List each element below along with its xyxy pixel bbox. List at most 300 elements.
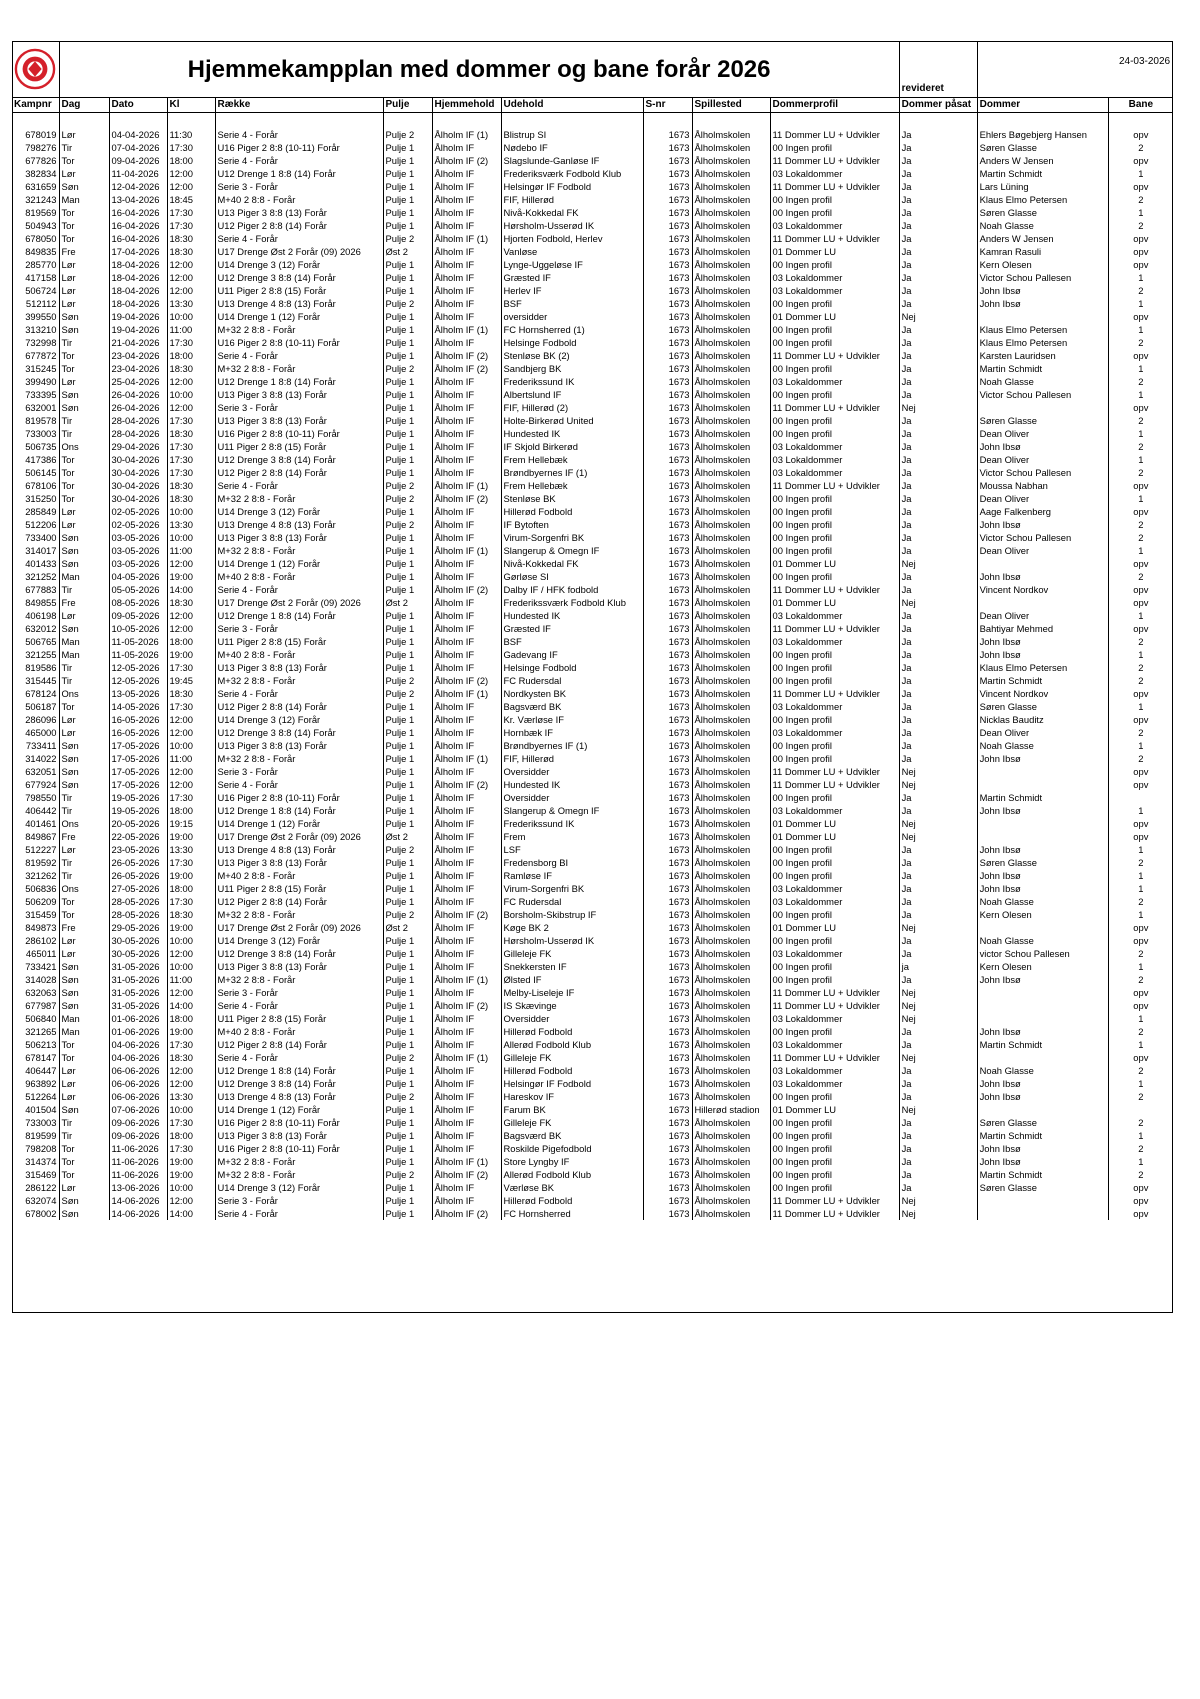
cell-raekke: U13 Piger 3 8:8 (13) Forår [215,531,383,544]
cell-kampnr: 819599 [25,1130,57,1141]
cell-bane: opv [1108,986,1173,999]
cell-hjemmehold: Ålholm IF (2) [432,1168,501,1181]
cell-hjemmehold: Ålholm IF [432,895,501,908]
cell-snr: 1673 [643,895,692,908]
cell-dag: Tor [59,895,109,908]
cell-spillested: Ålholmskolen [692,492,770,505]
cell-kl: 19:00 [167,1155,215,1168]
cell-kl: 18:30 [167,232,215,245]
cell-pulje: Pulje 1 [383,219,432,232]
cell-dag: Ons [59,687,109,700]
cell-bane: 1 [1108,609,1173,622]
cell-hjemmehold: Ålholm IF [432,414,501,427]
cell-kl: 12:00 [167,1194,215,1207]
cell-snr: 1673 [643,830,692,843]
cell-dato: 12-05-2026 [109,674,167,687]
cell-dag: Fre [59,830,109,843]
table-row [12,479,1173,492]
table-row [12,154,1173,167]
cell-bane: 1 [1108,1038,1173,1051]
cell-pulje: Pulje 1 [383,934,432,947]
cell-snr: 1673 [643,1064,692,1077]
cell-dato: 27-05-2026 [109,882,167,895]
cell-snr: 1673 [643,323,692,336]
cell-hjemmehold: Ålholm IF (2) [432,778,501,791]
cell-dommer [977,999,1108,1012]
cell-spillested: Ålholmskolen [692,388,770,401]
cell-kl: 19:00 [167,869,215,882]
cell-dommer-paasat: Ja [899,739,977,752]
cell-spillested: Ålholmskolen [692,206,770,219]
cell-snr: 1673 [643,1025,692,1038]
cell-hjemmehold: Ålholm IF [432,947,501,960]
cell-pulje: Pulje 1 [383,1064,432,1077]
cell-udehold: LSF [501,843,643,856]
cell-bane: opv [1108,765,1173,778]
cell-raekke: U12 Drenge 3 8:8 (14) Forår [215,271,383,284]
cell-snr: 1673 [643,973,692,986]
table-row [12,635,1173,648]
cell-udehold: Frederikssund IK [501,375,643,388]
cell-kampnr: 819569 [25,207,57,218]
cell-dato: 14-05-2026 [109,700,167,713]
cell-pulje: Pulje 2 [383,1090,432,1103]
cell-dato: 13-06-2026 [109,1181,167,1194]
cell-spillested: Ålholmskolen [692,843,770,856]
cell-dommerprofil: 00 Ingen profil [770,323,899,336]
cell-snr: 1673 [643,804,692,817]
cell-dommer-paasat: Nej [899,1051,977,1064]
cell-dommer-paasat: Ja [899,154,977,167]
cell-dommerprofil: 03 Lokaldommer [770,947,899,960]
cell-kampnr: 631659 [25,181,57,192]
cell-dag: Søn [59,1103,109,1116]
cell-raekke: U17 Drenge Øst 2 Forår (09) 2026 [215,245,383,258]
cell-dag: Lør [59,1181,109,1194]
cell-raekke: U12 Drenge 3 8:8 (14) Forår [215,1077,383,1090]
cell-pulje: Pulje 1 [383,973,432,986]
cell-dato: 31-05-2026 [109,960,167,973]
cell-kl: 18:00 [167,882,215,895]
cell-spillested: Ålholmskolen [692,1051,770,1064]
cell-dommer-paasat: Nej [899,765,977,778]
cell-dommerprofil: 00 Ingen profil [770,141,899,154]
cell-hjemmehold: Ålholm IF [432,791,501,804]
cell-raekke: U13 Piger 3 8:8 (13) Forår [215,1129,383,1142]
cell-kampnr: 632051 [25,766,57,777]
cell-kl: 14:00 [167,583,215,596]
cell-raekke: U16 Piger 2 8:8 (10-11) Forår [215,427,383,440]
cell-dommer-paasat: Ja [899,544,977,557]
cell-kampnr: 321262 [25,870,57,881]
cell-raekke: U12 Piger 2 8:8 (14) Forår [215,895,383,908]
cell-udehold: Gørløse SI [501,570,643,583]
cell-kl: 19:00 [167,1025,215,1038]
page-title: Hjemmekampplan med dommer og bane forår 2026 [187,55,771,83]
cell-dommerprofil: 00 Ingen profil [770,1025,899,1038]
cell-dag: Tor [59,219,109,232]
col-header-dag: Dag [59,98,109,113]
cell-spillested: Ålholmskolen [692,1025,770,1038]
cell-snr: 1673 [643,180,692,193]
cell-raekke: U12 Drenge 3 8:8 (14) Forår [215,453,383,466]
cell-pulje: Pulje 1 [383,635,432,648]
cell-dommerprofil: 00 Ingen profil [770,206,899,219]
cell-kl: 18:30 [167,596,215,609]
cell-dag: Lør [59,271,109,284]
cell-dommer: Martin Schmidt [977,362,1108,375]
cell-dommer-paasat: Nej [899,1194,977,1207]
cell-dommer: Dean Oliver [977,453,1108,466]
cell-dommer-paasat: Ja [899,492,977,505]
cell-kampnr: 506209 [25,896,57,907]
cell-hjemmehold: Ålholm IF [432,934,501,947]
cell-dommer-paasat: Nej [899,778,977,791]
cell-pulje: Pulje 1 [383,1025,432,1038]
cell-dag: Søn [59,752,109,765]
cell-dommer-paasat: Ja [899,141,977,154]
cell-dommer-paasat: Ja [899,466,977,479]
cell-kl: 12:00 [167,1064,215,1077]
cell-dommerprofil: 00 Ingen profil [770,505,899,518]
cell-pulje: Pulje 1 [383,1038,432,1051]
cell-dag: Tor [59,1168,109,1181]
cell-kampnr: 506840 [25,1013,57,1024]
cell-dommerprofil: 11 Dommer LU + Udvikler [770,1051,899,1064]
title-row [12,41,1173,98]
cell-kampnr: 819586 [25,662,57,673]
cell-hjemmehold: Ålholm IF (1) [432,232,501,245]
cell-dato: 28-04-2026 [109,427,167,440]
cell-bane: opv [1108,557,1173,570]
cell-dag: Tir [59,583,109,596]
cell-spillested: Ålholmskolen [692,479,770,492]
cell-pulje: Øst 2 [383,245,432,258]
cell-pulje: Pulje 2 [383,518,432,531]
cell-dag: Man [59,635,109,648]
table-row [12,713,1173,726]
cell-snr: 1673 [643,687,692,700]
cell-snr: 1673 [643,1012,692,1025]
cell-spillested: Ålholmskolen [692,817,770,830]
cell-dommer: Victor Schou Pallesen [977,388,1108,401]
cell-dommer-paasat: Ja [899,726,977,739]
table-row [12,557,1173,570]
cell-kampnr: 382834 [25,168,57,179]
cell-pulje: Pulje 1 [383,700,432,713]
cell-kampnr: 417386 [25,454,57,465]
table-row [12,310,1173,323]
cell-pulje: Pulje 1 [383,778,432,791]
cell-raekke: U11 Piger 2 8:8 (15) Forår [215,882,383,895]
cell-dato: 23-04-2026 [109,349,167,362]
cell-snr: 1673 [643,752,692,765]
cell-dommerprofil: 01 Dommer LU [770,830,899,843]
cell-dato: 17-05-2026 [109,739,167,752]
cell-dag: Lør [59,726,109,739]
cell-raekke: M+40 2 8:8 - Forår [215,1025,383,1038]
cell-pulje: Pulje 1 [383,726,432,739]
cell-hjemmehold: Ålholm IF (2) [432,908,501,921]
cell-hjemmehold: Ålholm IF [432,700,501,713]
cell-dommerprofil: 11 Dommer LU + Udvikler [770,1194,899,1207]
cell-dommer: Søren Glasse [977,1181,1108,1194]
col-header-pulje: Pulje [383,98,432,113]
cell-bane: 1 [1108,297,1173,310]
col-header-snr: S-nr [643,98,692,113]
cell-dag: Lør [59,113,109,142]
cell-udehold: Gilleleje FK [501,1116,643,1129]
cell-udehold: Hundested IK [501,609,643,622]
cell-dato: 14-06-2026 [109,1207,167,1220]
cell-udehold: Værløse BK [501,1181,643,1194]
cell-dommer-paasat: Nej [899,1103,977,1116]
cell-pulje: Pulje 1 [383,323,432,336]
table-row [12,193,1173,206]
cell-dag: Ons [59,440,109,453]
cell-dommer-paasat: Nej [899,557,977,570]
cell-bane: opv [1108,479,1173,492]
cell-hjemmehold: Ålholm IF [432,440,501,453]
cell-dommer-paasat: Ja [899,505,977,518]
cell-dommerprofil: 00 Ingen profil [770,908,899,921]
cell-dommer: Klaus Elmo Petersen [977,193,1108,206]
cell-dommer-paasat: Ja [899,232,977,245]
cell-snr: 1673 [643,206,692,219]
cell-dommer-paasat: Ja [899,700,977,713]
cell-snr: 1673 [643,700,692,713]
cell-bane [1108,791,1173,804]
cell-pulje: Pulje 1 [383,1103,432,1116]
cell-dato: 09-05-2026 [109,609,167,622]
cell-udehold: Slangerup & Omegn IF [501,544,643,557]
cell-bane: 1 [1108,427,1173,440]
cell-dommer-paasat: Ja [899,713,977,726]
cell-pulje: Pulje 1 [383,1077,432,1090]
cell-dag: Søn [59,622,109,635]
cell-bane: 1 [1108,1077,1173,1090]
cell-kl: 12:00 [167,726,215,739]
cell-hjemmehold: Ålholm IF [432,1090,501,1103]
cell-snr: 1673 [643,869,692,882]
cell-dommer: Klaus Elmo Petersen [977,336,1108,349]
table-row [12,284,1173,297]
cell-pulje: Pulje 2 [383,1168,432,1181]
cell-dommer: Martin Schmidt [977,674,1108,687]
cell-kl: 12:00 [167,947,215,960]
cell-bane: 1 [1108,960,1173,973]
cell-bane: opv [1108,934,1173,947]
cell-dommerprofil: 03 Lokaldommer [770,1077,899,1090]
cell-dag: Lør [59,505,109,518]
cell-kampnr: 732998 [25,337,57,348]
cell-bane: 2 [1108,752,1173,765]
cell-dommerprofil: 03 Lokaldommer [770,635,899,648]
cell-dommerprofil: 03 Lokaldommer [770,1038,899,1051]
cell-dag: Tir [59,427,109,440]
cell-snr: 1673 [643,674,692,687]
cell-dommer-paasat: Ja [899,336,977,349]
cell-udehold: Nødebo IF [501,141,643,154]
cell-udehold: Virum-Sorgenfri BK [501,882,643,895]
cell-hjemmehold: Ålholm IF (2) [432,674,501,687]
cell-bane: opv [1108,258,1173,271]
cell-kl: 13:30 [167,518,215,531]
cell-dato: 28-05-2026 [109,908,167,921]
cell-pulje: Pulje 1 [383,648,432,661]
cell-udehold: FC Rudersdal [501,895,643,908]
cell-udehold: Oversidder [501,791,643,804]
cell-kl: 14:00 [167,999,215,1012]
cell-udehold: Ølsted IF [501,973,643,986]
cell-dommer: Søren Glasse [977,206,1108,219]
cell-snr: 1673 [643,1207,692,1220]
cell-udehold: Græsted IF [501,622,643,635]
cell-dommer: Noah Glasse [977,739,1108,752]
cell-dag: Tir [59,804,109,817]
cell-kampnr: 506836 [25,883,57,894]
cell-snr: 1673 [643,362,692,375]
cell-pulje: Pulje 2 [383,362,432,375]
cell-kl: 17:30 [167,1038,215,1051]
cell-bane: 1 [1108,1012,1173,1025]
cell-udehold: Hillerød Fodbold [501,1064,643,1077]
cell-snr: 1673 [643,1168,692,1181]
cell-kl: 18:30 [167,479,215,492]
cell-spillested: Ålholmskolen [692,791,770,804]
cell-kampnr: 678050 [25,233,57,244]
cell-dag: Tir [59,856,109,869]
cell-dag: Tir [59,336,109,349]
cell-pulje: Pulje 1 [383,531,432,544]
cell-raekke: U14 Drenge 1 (12) Forår [215,817,383,830]
cell-dommer-paasat: Ja [899,362,977,375]
cell-dommerprofil: 00 Ingen profil [770,1116,899,1129]
col-header-dommerprofil: Dommerprofil [770,98,899,113]
cell-hjemmehold: Ålholm IF [432,713,501,726]
cell-dommerprofil: 00 Ingen profil [770,843,899,856]
cell-kl: 17:30 [167,440,215,453]
cell-raekke: U16 Piger 2 8:8 (10-11) Forår [215,141,383,154]
cell-dommerprofil: 03 Lokaldommer [770,453,899,466]
cell-spillested: Ålholmskolen [692,921,770,934]
table-row [12,206,1173,219]
cell-kampnr: 286096 [25,714,57,725]
cell-dommerprofil: 11 Dommer LU + Udvikler [770,180,899,193]
cell-pulje: Pulje 1 [383,375,432,388]
cell-udehold: Holte-Birkerød United [501,414,643,427]
cell-dag: Lør [59,713,109,726]
cell-raekke: Serie 4 - Forår [215,687,383,700]
cell-pulje: Pulje 1 [383,1207,432,1220]
cell-dommer-paasat: ja [899,960,977,973]
cell-dommer: John Ibsø [977,882,1108,895]
cell-udehold: oversidder [501,310,643,323]
cell-raekke: M+32 2 8:8 - Forår [215,362,383,375]
cell-udehold: Køge BK 2 [501,921,643,934]
table-row [12,505,1173,518]
cell-spillested: Ålholmskolen [692,934,770,947]
cell-dommer [977,1103,1108,1116]
cell-raekke: U12 Drenge 1 8:8 (14) Forår [215,609,383,622]
table-row [12,804,1173,817]
cell-hjemmehold: Ålholm IF [432,336,501,349]
cell-dato: 16-04-2026 [109,219,167,232]
cell-kampnr: 401433 [25,558,57,569]
table-row [12,232,1173,245]
cell-dato: 01-06-2026 [109,1025,167,1038]
cell-raekke: U11 Piger 2 8:8 (15) Forår [215,635,383,648]
cell-dag: Lør [59,843,109,856]
club-logo [12,41,59,98]
cell-dommer [977,557,1108,570]
cell-pulje: Pulje 1 [383,609,432,622]
cell-udehold: Kr. Værløse IF [501,713,643,726]
cell-dommer: Anders W Jensen [977,154,1108,167]
cell-spillested: Ålholmskolen [692,804,770,817]
cell-dato: 08-05-2026 [109,596,167,609]
cell-bane: 1 [1108,323,1173,336]
cell-dag: Tir [59,1129,109,1142]
cell-hjemmehold: Ålholm IF [432,739,501,752]
cell-spillested: Ålholmskolen [692,739,770,752]
cell-snr: 1673 [643,531,692,544]
cell-udehold: Hundested IK [501,778,643,791]
cell-dato: 19-04-2026 [109,323,167,336]
cell-kl: 14:00 [167,1207,215,1220]
table-row [12,921,1173,934]
cell-dato: 28-05-2026 [109,895,167,908]
cell-dommerprofil: 00 Ingen profil [770,414,899,427]
cell-hjemmehold: Ålholm IF [432,648,501,661]
cell-raekke: U14 Drenge 3 (12) Forår [215,505,383,518]
cell-pulje: Pulje 2 [383,908,432,921]
cell-dommer-paasat: Ja [899,219,977,232]
cell-bane: 2 [1108,1025,1173,1038]
cell-udehold: Herlev IF [501,284,643,297]
table-row [12,271,1173,284]
cell-dommer-paasat: Ja [899,752,977,765]
cell-dato: 29-05-2026 [109,921,167,934]
cell-kampnr: 314022 [25,753,57,764]
cell-pulje: Øst 2 [383,921,432,934]
cell-raekke: U12 Piger 2 8:8 (14) Forår [215,219,383,232]
cell-snr: 1673 [643,193,692,206]
cell-dommer [977,401,1108,414]
cell-pulje: Pulje 1 [383,882,432,895]
cell-spillested: Ålholmskolen [692,1077,770,1090]
cell-dag: Tir [59,869,109,882]
cell-snr: 1673 [643,661,692,674]
cell-hjemmehold: Ålholm IF [432,882,501,895]
table-row [12,1181,1173,1194]
cell-hjemmehold: Ålholm IF [432,1012,501,1025]
cell-kl: 10:00 [167,934,215,947]
table-row [12,843,1173,856]
cell-hjemmehold: Ålholm IF [432,388,501,401]
table-row [12,453,1173,466]
cell-dag: Lør [59,258,109,271]
cell-pulje: Pulje 1 [383,804,432,817]
table-row [12,401,1173,414]
cell-udehold: Bagsværd BK [501,1129,643,1142]
cell-udehold: Helsinge Fodbold [501,661,643,674]
table-row [12,895,1173,908]
table-row [12,622,1173,635]
cell-bane: 2 [1108,219,1173,232]
cell-dommer: Noah Glasse [977,375,1108,388]
cell-bane: 2 [1108,635,1173,648]
